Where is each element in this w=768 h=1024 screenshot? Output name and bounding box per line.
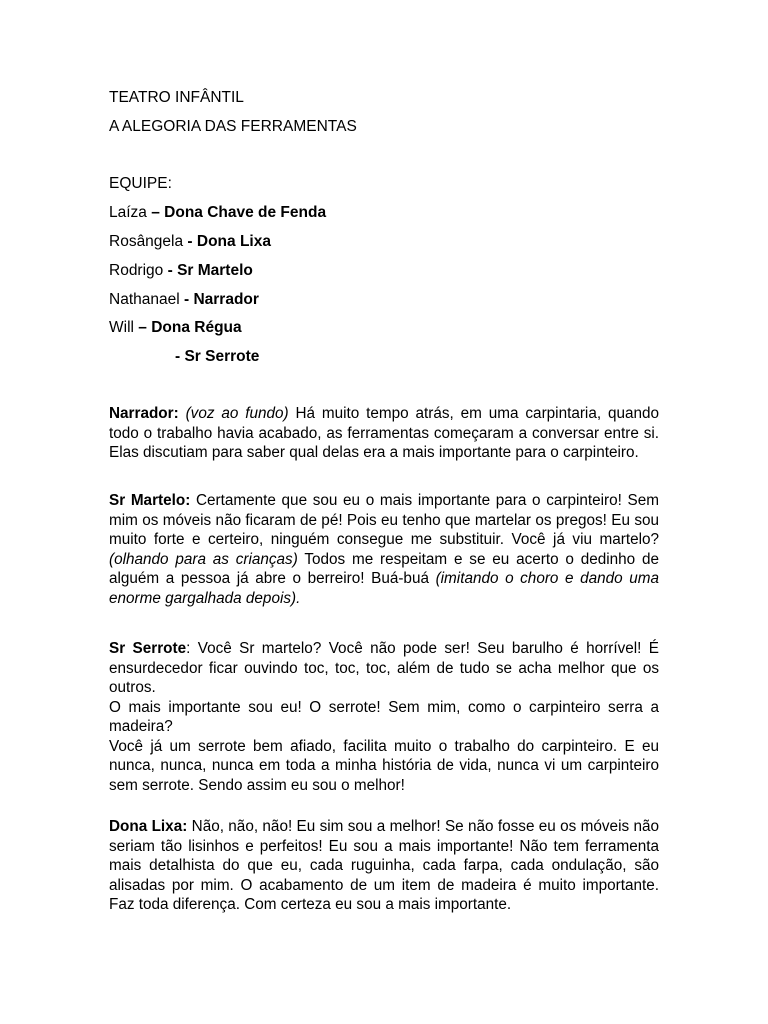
martelo-paragraph (109, 491, 659, 608)
stage-direction: (imitando o choro e dando uma enorme gargalhada depois). (109, 570, 659, 607)
dialogue-text: Há muito tempo atrás, em uma carpintaria, quando todo o trabalho havia acabado, as ferramentas começaram a conversar entre si. Elas discutiam para saber qual delas era a mais importante para o carpinteiro. (109, 405, 659, 461)
actor-name: Rodrigo (109, 262, 164, 279)
team-member (109, 203, 326, 222)
team-member (109, 232, 271, 251)
role-name: Dona Chave de Fenda (164, 204, 327, 221)
team-member (175, 347, 259, 366)
stage-direction: (olhando para as crianças) (109, 550, 298, 568)
dialogue-text: : Você Sr martelo? Você não pode ser! Seu barulho é horrível! É ensurdecedor ficar ouvindo toc, toc, toc, além de tudo se acha melhor que os outros. (109, 640, 660, 696)
role-name: Narrador (193, 291, 259, 308)
role-name: Sr Martelo (177, 262, 253, 279)
team-label: EQUIPE: (109, 175, 172, 192)
dialogue-line: Você já um serrote bem afiado, facilita muito o trabalho do carpinteiro. E eu nunca, nunca, nunca em toda a minha história de vida, nunca vi um carpinteiro sem serrote. Sendo assim eu sou o melhor! (109, 737, 659, 794)
separator: – (133, 319, 152, 336)
lixa-paragraph (109, 817, 659, 915)
actor-name: Rosângela (109, 233, 184, 250)
dialogue-text: Certamente que sou eu o mais importante para o carpinteiro! Sem mim os móveis não ficaram de pé! Pois eu tenho que martelar os pregos! Eu sou muito forte e certeiro, ninguém consegue me substituir. Você já viu martelo? (109, 492, 659, 548)
stage-direction: (voz ao fundo) (185, 405, 289, 422)
role-name: Dona Régua (151, 319, 242, 336)
narrator-paragraph (109, 404, 659, 463)
actor-name: Nathanael (109, 291, 180, 308)
actor-name: Laíza (109, 204, 147, 221)
dialogue-text: Todos me respeitam e se eu acerto o dedinho de alguém a pessoa já abre o berreiro! Buá-buá (109, 550, 659, 587)
speaker-label: Sr Martelo: (109, 492, 191, 509)
separator: - (175, 348, 185, 365)
speaker-label: Dona Lixa: (109, 818, 188, 835)
team-member (109, 318, 242, 337)
speaker-label: Narrador: (109, 405, 179, 422)
title-line-1: TEATRO INFÂNTIL (109, 89, 244, 106)
serrote-paragraph (109, 639, 659, 795)
title-line-2: A ALEGORIA DAS FERRAMENTAS (109, 118, 357, 135)
separator: - (183, 233, 197, 250)
separator: - (163, 262, 178, 279)
team-member (109, 290, 259, 309)
team-member (109, 261, 253, 280)
dialogue-text: Não, não, não! Eu sim sou a melhor! Se não fosse eu os móveis não seriam tão lisinhos e perfeitos! Eu sou a mais importante! Não tem ferramenta mais detalhista do que eu, cada ruguinha, cada farpa, cada ondulação, são alisadas por mim. O acabamento de um item de madeira é muito importante. Faz toda diferença. Com certeza eu sou a mais importante. (109, 818, 659, 913)
separator: – (146, 204, 165, 221)
role-name: Sr Serrote (184, 348, 260, 365)
dialogue-line (109, 639, 659, 698)
speaker-label: Sr Serrote (109, 640, 187, 657)
role-name: Dona Lixa (196, 233, 271, 250)
dialogue-line: O mais importante sou eu! O serrote! Sem mim, como o carpinteiro serra a madeira? (109, 698, 659, 735)
separator: - (179, 291, 194, 308)
actor-name: Will (109, 319, 134, 336)
